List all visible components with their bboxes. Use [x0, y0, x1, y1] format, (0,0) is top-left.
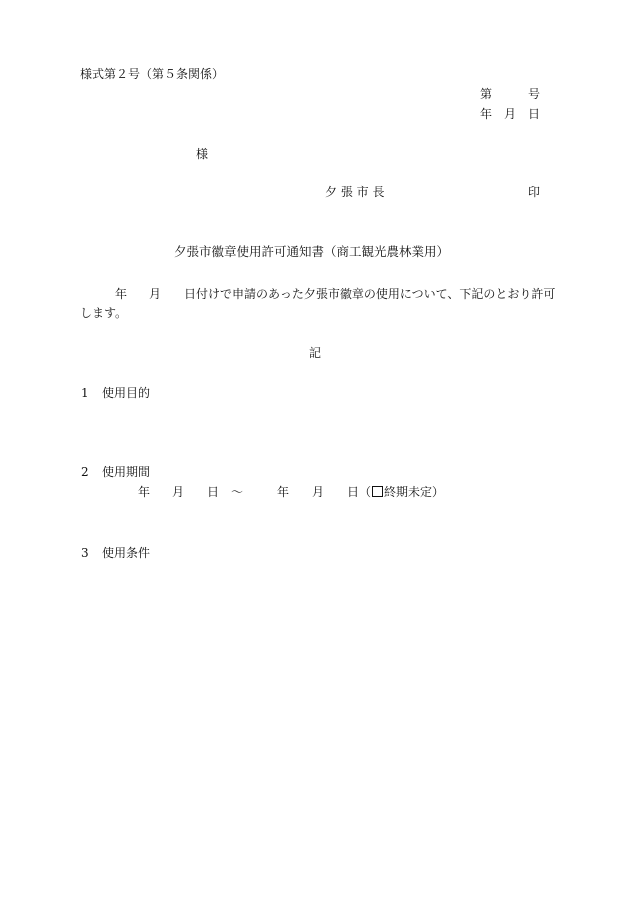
period-end-year: 年: [277, 485, 290, 499]
seal-mark: 印: [528, 185, 541, 199]
form-number: 様式第２号（第５条関係）: [80, 67, 225, 81]
document-title: 夕張市徽章使用許可通知書（商工観光農林業用）: [174, 244, 450, 259]
body-month: 月: [149, 287, 162, 301]
document-date: 年 月 日: [480, 107, 541, 121]
period-open-ended-label: 終期未定）: [384, 485, 445, 499]
item-label-purpose: 使用目的: [102, 386, 151, 400]
item-number-2: 2: [81, 465, 89, 479]
period-start-year: 年: [138, 485, 151, 499]
ki-heading: 記: [309, 346, 322, 360]
period-start-day: 日: [207, 485, 220, 499]
body-text-line2: します。: [80, 306, 128, 320]
sender-title: 夕 張 市 長: [325, 185, 385, 199]
body-text-line1: 日付けで申請のあった夕張市徽章の使用について、下記のとおり許可: [184, 287, 556, 301]
period-tilde: ～: [231, 485, 244, 499]
item-number-1: 1: [81, 386, 89, 400]
document-number: 第 号: [480, 87, 541, 101]
recipient-honorific: 様: [196, 147, 209, 161]
period-end-day-text: 日（: [347, 485, 372, 499]
checkbox-icon[interactable]: [372, 486, 383, 497]
period-end-day: [347, 484, 444, 501]
body-year: 年: [115, 287, 128, 301]
period-start-month: 月: [172, 485, 185, 499]
item-label-period: 使用期間: [102, 465, 151, 479]
item-number-3: 3: [81, 546, 89, 560]
item-label-conditions: 使用条件: [102, 546, 151, 560]
period-end-month: 月: [312, 485, 325, 499]
